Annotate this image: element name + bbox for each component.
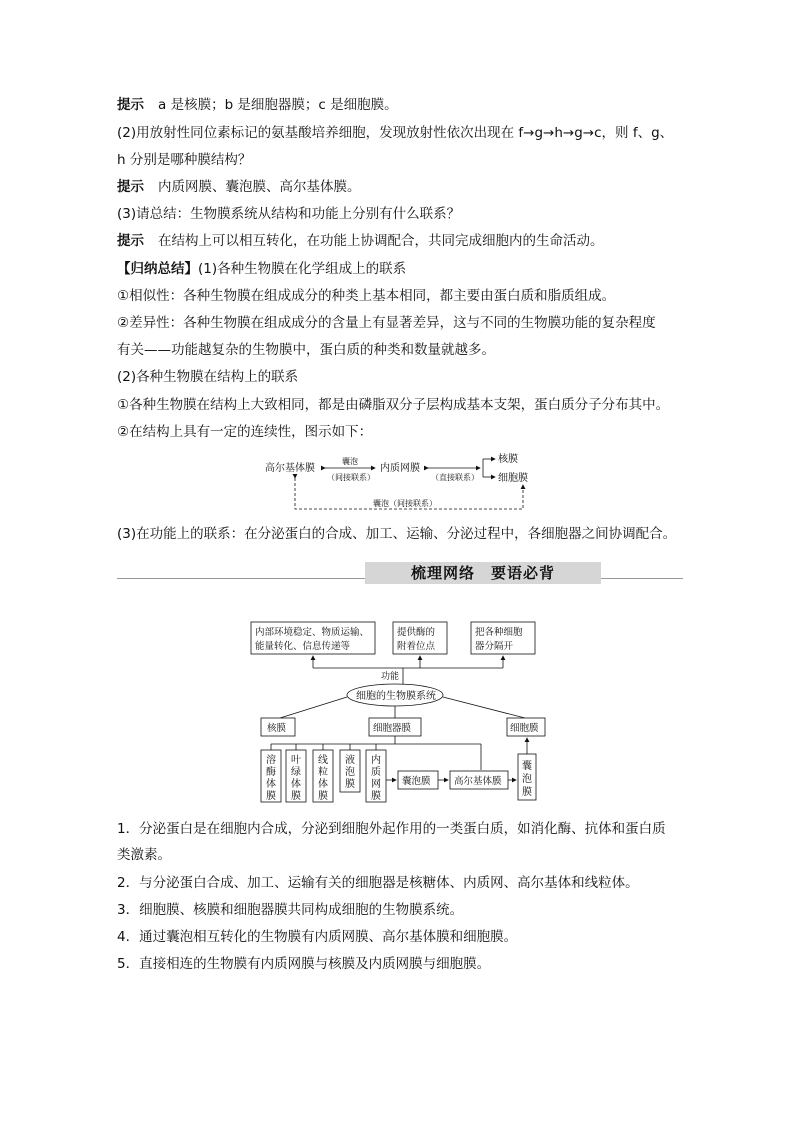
hint-1-text: a 是核膜；b 是细胞器膜；c 是细胞膜。 bbox=[158, 97, 398, 113]
function-3-line-1: 把各种细胞 bbox=[475, 627, 523, 638]
summary-1-b-line-2: 有关——功能越复杂的生物膜中，蛋白质的种类和数量就越多。 bbox=[117, 342, 495, 358]
membrane-continuity-diagram bbox=[255, 447, 545, 517]
chloroplast-char-3: 体 bbox=[291, 779, 301, 790]
function-2-line-2: 附着位点 bbox=[397, 641, 436, 652]
question-2-line-1: (2)用放射性同位素标记的氨基酸培养细胞，发现放射性依次出现在 f→g→h→g→c，则 f、g、 bbox=[117, 125, 674, 141]
direct-label: （直接联系） bbox=[431, 473, 479, 482]
function-3-line-2: 器分隔开 bbox=[475, 641, 514, 652]
vacuole-char-1: 液 bbox=[345, 755, 355, 766]
point-2: 2．与分泌蛋白合成、加工、运输有关的细胞器是核糖体、内质网、高尔基体和线粒体。 bbox=[117, 875, 639, 891]
summary-2: (2)各种生物膜在结构上的联系 bbox=[117, 369, 299, 385]
lysosome-char-2: 酶 bbox=[266, 767, 276, 778]
nuclear-membrane-label: 核膜 bbox=[267, 723, 287, 734]
summary-3: (3)在功能上的联系：在分泌蛋白的合成、加工、运输、分泌过程中，各细胞器之间协调配合。 bbox=[117, 526, 677, 542]
system-label: 细胞的生物膜系统 bbox=[356, 691, 436, 702]
hint-1 bbox=[117, 95, 683, 115]
summary-heading bbox=[117, 259, 683, 279]
vesicle-top-label: 囊泡 bbox=[342, 457, 358, 466]
er-char-1: 内 bbox=[371, 755, 381, 766]
biomembrane-system-diagram bbox=[245, 618, 555, 804]
summary-1: (1)各种生物膜在化学组成上的联系 bbox=[198, 261, 407, 277]
mitochondria-char-4: 膜 bbox=[318, 791, 328, 802]
mitochondria-char-1: 线 bbox=[318, 755, 328, 766]
er-char-4: 膜 bbox=[371, 791, 381, 802]
cell-membrane-label: 细胞膜 bbox=[498, 473, 528, 484]
chloroplast-char-2: 绿 bbox=[291, 767, 301, 778]
indirect-top-label: （间接联系） bbox=[327, 473, 375, 482]
summary-1-b-line-1: ②差异性：各种生物膜在组成成分的含量上有显著差异，这与不同的生物膜功能的复杂程度 bbox=[117, 315, 656, 331]
function-2-line-1: 提供酶的 bbox=[397, 627, 436, 638]
chloroplast-char-1: 叶 bbox=[291, 755, 301, 766]
tip-label: 提示 bbox=[117, 233, 144, 249]
lysosome-char-4: 膜 bbox=[266, 791, 276, 802]
lysosome-char-1: 溶 bbox=[266, 755, 276, 766]
tip-label: 提示 bbox=[117, 179, 144, 195]
function-1-line-2: 能量转化、信息传递等 bbox=[255, 641, 351, 652]
point-4: 4．通过囊泡相互转化的生物膜有内质网膜、高尔基体膜和细胞膜。 bbox=[117, 929, 518, 945]
er-char-2: 质 bbox=[371, 767, 381, 778]
vacuole-char-3: 膜 bbox=[345, 779, 355, 790]
question-3: (3)请总结：生物膜系统从结构和功能上分别有什么联系？ bbox=[117, 206, 461, 222]
mitochondria-char-3: 体 bbox=[318, 779, 328, 790]
nucleus-label: 核膜 bbox=[498, 454, 518, 465]
golgi-membrane-label: 高尔基体膜 bbox=[454, 776, 502, 787]
question-2-line-2: h 分别是哪种膜结构？ bbox=[117, 152, 252, 168]
vesicle-2-char-2: 泡 bbox=[522, 774, 532, 785]
vesicle-bottom-label: 囊泡（间接联系） bbox=[373, 499, 437, 508]
summary-2-b: ②在结构上具有一定的连续性，图示如下： bbox=[117, 424, 373, 440]
summary-1-a: ①相似性：各种生物膜在组成成分的种类上基本相同，都主要由蛋白质和脂质组成。 bbox=[117, 288, 616, 304]
vesicle-2-char-1: 囊 bbox=[522, 761, 532, 772]
point-3: 3．细胞膜、核膜和细胞器膜共同构成细胞的生物膜系统。 bbox=[117, 902, 464, 918]
chloroplast-char-4: 膜 bbox=[291, 791, 301, 802]
vesicle-membrane-label: 囊泡膜 bbox=[402, 776, 431, 787]
section-title: 梳理网络 要语必背 bbox=[365, 562, 601, 584]
vesicle-2-char-3: 膜 bbox=[522, 787, 532, 798]
summary-2-a: ①各种生物膜在结构上大致相同，都是由磷脂双分子层构成基本支架，蛋白质分子分布其中。 bbox=[117, 397, 670, 413]
function-1-line-1: 内部环境稳定、物质运输、 bbox=[255, 627, 370, 638]
hint-2 bbox=[117, 177, 683, 197]
cell-membrane-box-label: 细胞膜 bbox=[510, 723, 539, 734]
hint-3 bbox=[117, 231, 683, 251]
er-label: 内质网膜 bbox=[380, 463, 420, 474]
mitochondria-char-2: 粒 bbox=[318, 767, 328, 778]
er-char-3: 网 bbox=[371, 779, 381, 790]
point-1-line-2: 类激素。 bbox=[117, 847, 171, 863]
summary-label: 【归纳总结】 bbox=[117, 261, 198, 277]
point-5: 5．直接相连的生物膜有内质网膜与核膜及内质网膜与细胞膜。 bbox=[117, 956, 491, 972]
golgi-label: 高尔基体膜 bbox=[265, 463, 315, 474]
vacuole-char-2: 泡 bbox=[345, 767, 355, 778]
hint-3-text: 在结构上可以相互转化，在功能上协调配合，共同完成细胞内的生命活动。 bbox=[158, 233, 604, 249]
point-1-line-1: 1．分泌蛋白是在细胞内合成，分泌到细胞外起作用的一类蛋白质，如消化酶、抗体和蛋白质 bbox=[117, 821, 666, 837]
hint-2-text: 内质网膜、囊泡膜、高尔基体膜。 bbox=[158, 179, 361, 195]
organelle-membrane-label: 细胞器膜 bbox=[373, 723, 412, 734]
tip-label: 提示 bbox=[117, 97, 144, 113]
section-title-bar bbox=[117, 559, 683, 585]
lysosome-char-3: 体 bbox=[266, 779, 276, 790]
function-label: 功能 bbox=[381, 672, 400, 682]
